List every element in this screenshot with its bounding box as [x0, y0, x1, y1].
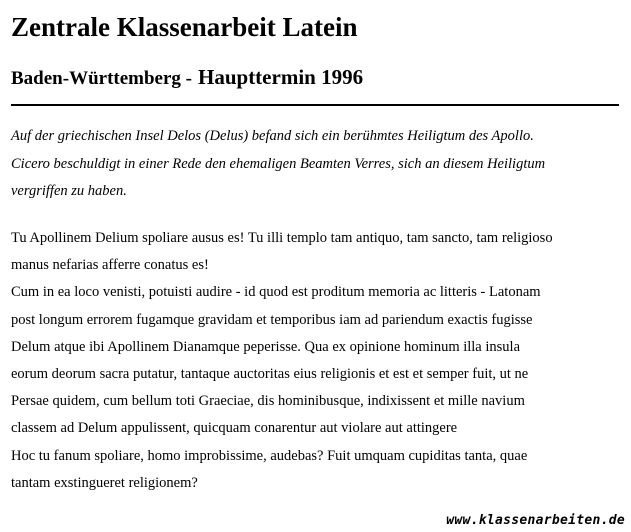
text-line: Tu Apollinem Delium spoliare ausus es! Tu illi templo tam antiquo, tam sancto, tam religioso [11, 230, 553, 246]
subtitle-term: Haupttermin 1996 [198, 65, 364, 89]
subtitle-region: Baden-Württemberg - [11, 68, 192, 89]
text-line: Hoc tu fanum spoliare, homo improbissime, audebas? Fuit umquam cupiditas tanta, quae [11, 447, 528, 464]
page-subtitle [11, 63, 363, 93]
header-divider [11, 104, 619, 106]
text-line: eorum deorum sacra putatur, tantaque auctoritas eius religionis et est et semper fuit, ut ne [11, 366, 529, 383]
text-line: classem ad Delum appulissent, quicquam conarentur aut violare aut attingere [11, 420, 458, 437]
text-line: Delum atque ibi Apollinem Dianamque peperisse. Qua ex opinione hominum illa insula [11, 338, 521, 355]
intro-line: Auf der griechischen Insel Delos (Delus) befand sich ein berühmtes Heiligtum des Apollo. [11, 128, 534, 144]
text-line: manus nefarias afferre conatus es! [11, 257, 209, 274]
page-title: Zentrale Klassenarbeit Latein [11, 12, 358, 42]
intro-line: vergriffen zu haben. [11, 183, 127, 199]
latin-text [11, 225, 617, 497]
intro-line: Cicero beschuldigt in einer Rede den ehemaligen Beamten Verres, sich an diesem Heiligtum [11, 155, 546, 172]
text-line: Persae quidem, cum bellum toti Graeciae, dis hominibusque, indixissent et mille navium [11, 393, 525, 410]
text-line: tantam exstingueret religionem? [11, 474, 198, 491]
text-line: post longum errorem fugamque gravidam et temporibus iam ad pariendum exactis fugisse [11, 311, 533, 328]
document-page [11, 0, 621, 532]
text-line: Cum in ea loco venisti, potuisti audire - id quod est proditum memoria ac litteris - Latonam [11, 284, 541, 301]
website-watermark: www.klassenarbeiten.de [446, 513, 625, 528]
intro-paragraph [11, 123, 617, 206]
